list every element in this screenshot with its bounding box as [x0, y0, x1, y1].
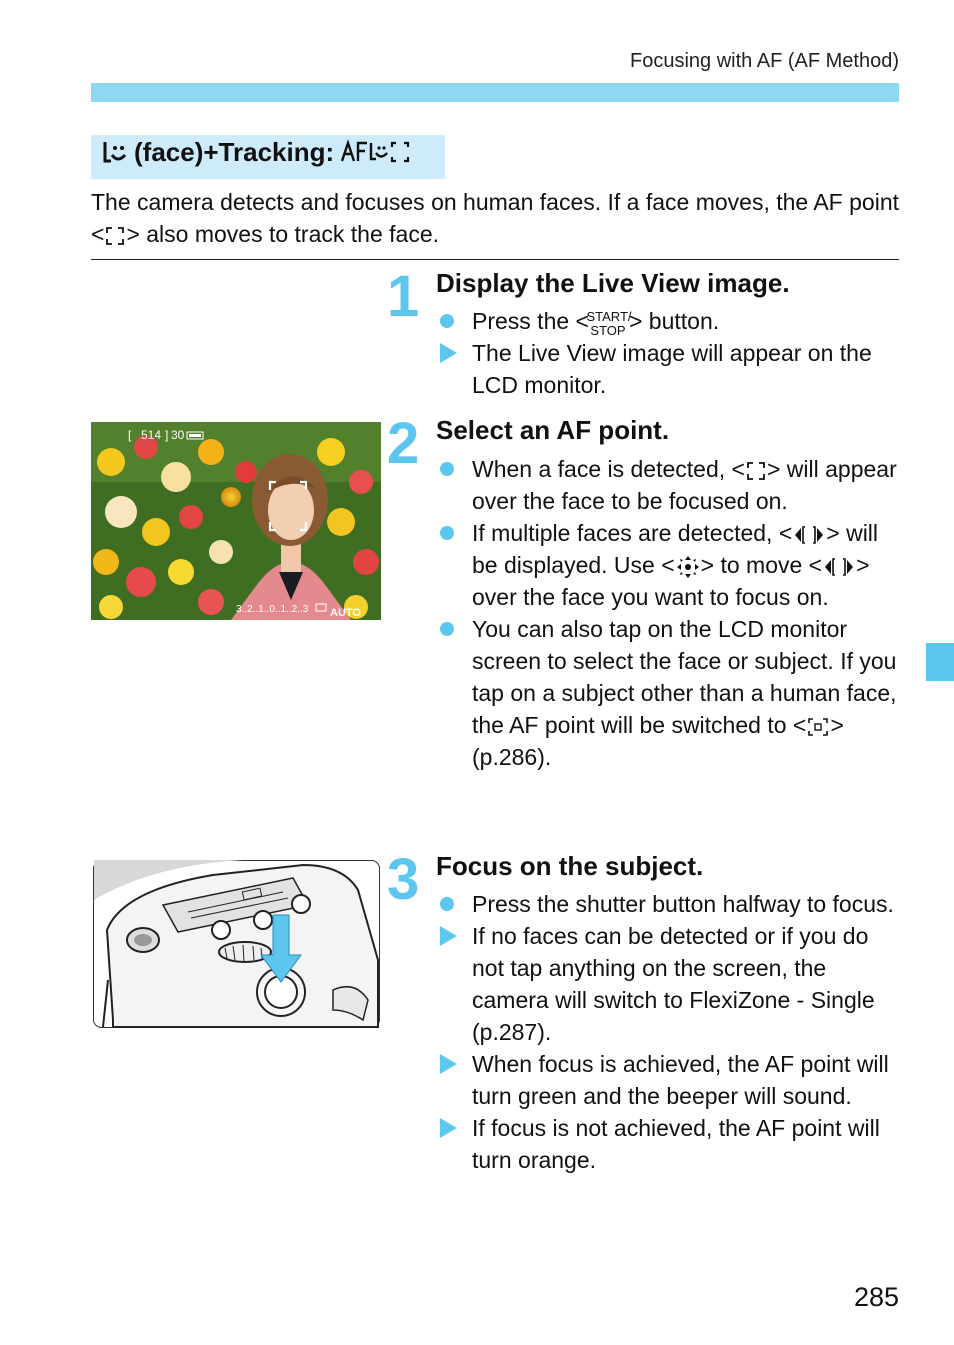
list-item: If no faces can be detected or if you do not tap anything on the screen, the camera will switch to FlexiZone - Single (p.287).	[436, 920, 898, 1048]
svg-text:START/: START/	[586, 308, 632, 324]
divider-rule	[91, 259, 899, 260]
bullet-dot-icon	[440, 897, 454, 911]
face-icon	[100, 139, 128, 167]
bullet-dot-icon	[440, 462, 454, 476]
step-2-number: 2	[387, 411, 420, 476]
lcd-number: 30	[171, 428, 185, 442]
step-3-list	[436, 888, 898, 1176]
lcd-bracket-text: [	[128, 428, 132, 442]
step-1-number: 1	[387, 264, 420, 329]
chapter-tab	[926, 643, 954, 681]
result-arrow-icon	[440, 1054, 457, 1074]
list-item: The Live View image will appear on the LCD monitor.	[436, 337, 898, 401]
list-item: If focus is not achieved, the AF point will turn orange.	[436, 1112, 898, 1176]
camera-top-illustration	[93, 860, 380, 1028]
flexizone-af-point-icon	[806, 716, 830, 738]
page-number: 285	[853, 1282, 899, 1312]
result-arrow-icon	[440, 343, 457, 363]
af-point-icon	[745, 460, 767, 482]
step-1-title: Display the Live View image.	[436, 268, 790, 298]
step-3-title: Focus on the subject.	[436, 851, 704, 881]
bullet-dot-icon	[440, 314, 454, 328]
intro-text-2: > also moves to track the face.	[126, 221, 440, 247]
af-face-tracking-icon	[340, 139, 412, 167]
result-arrow-icon	[440, 926, 457, 946]
lcd-shots: 514	[141, 428, 162, 442]
lcd-exposure-scale: 3..2..1..0..1..2..3	[236, 604, 309, 615]
list-item: Press the < START/ STOP > button.	[436, 305, 898, 337]
step-2-list	[436, 453, 898, 773]
section-title-text: (face)+Tracking:	[134, 137, 335, 167]
step-3-number: 3	[387, 847, 420, 912]
start-stop-button-icon	[586, 308, 632, 338]
intro-text-1: The camera detects and focuses on human faces. If a face moves, the AF point <	[91, 189, 899, 247]
list-item: Press the shutter button halfway to focus.	[436, 888, 898, 920]
result-arrow-icon	[440, 1118, 457, 1138]
af-point-icon	[104, 225, 126, 247]
lcd-iso: AUTO	[330, 607, 361, 619]
page-header-title: Focusing with AF (AF Method)	[630, 50, 899, 72]
bullet-dot-icon	[440, 526, 454, 540]
lcd-bracket-close: ]	[165, 428, 169, 442]
multi-controller-icon	[675, 554, 701, 580]
list-item: When a face is detected, < > will appear over the face to be focused on.	[436, 453, 898, 517]
list-item: If multiple faces are detected, < > will be displayed. Use < > to move < > over the face you want to focus on.	[436, 517, 898, 613]
af-point-arrows-icon	[822, 556, 856, 578]
live-view-photo	[91, 422, 381, 620]
svg-text:STOP: STOP	[590, 322, 626, 338]
section-title	[100, 137, 412, 168]
list-item: You can also tap on the LCD monitor screen to select the face or subject. If you tap on a subject other than a human face, the AF point will be switched to < > (p.286).	[436, 613, 898, 773]
header-color-bar	[91, 83, 899, 102]
bullet-dot-icon	[440, 622, 454, 636]
step-2-title: Select an AF point.	[436, 415, 670, 445]
intro-paragraph	[91, 186, 899, 250]
list-item: When focus is achieved, the AF point will turn green and the beeper will sound.	[436, 1048, 898, 1112]
step-1-list	[436, 305, 898, 401]
af-point-arrows-icon	[792, 524, 826, 546]
